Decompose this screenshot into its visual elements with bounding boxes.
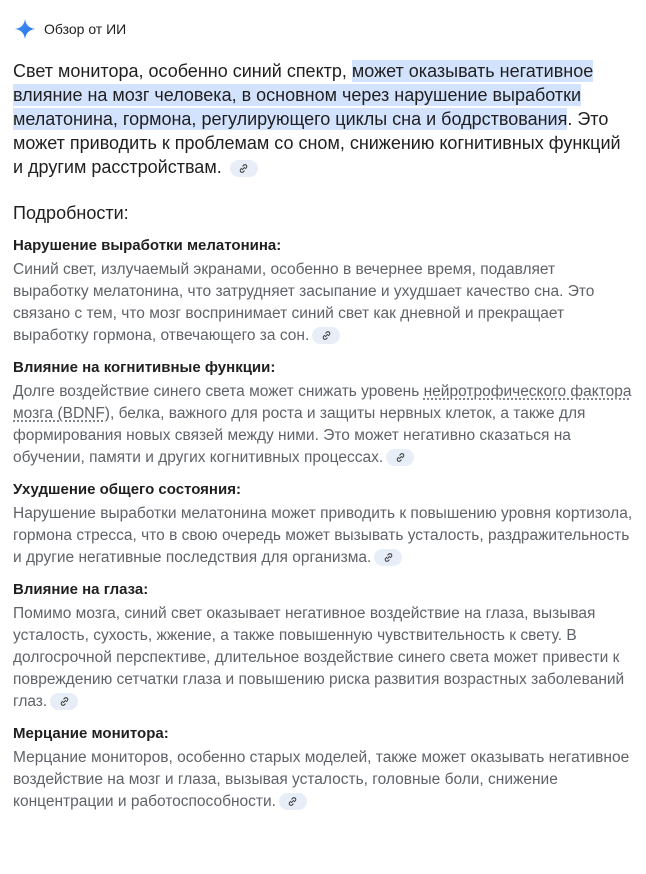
link-icon xyxy=(383,552,394,563)
term-link[interactable]: нейротрофического фактора мозга (BDNF) xyxy=(13,383,632,422)
link-icon xyxy=(287,796,298,807)
intro-highlight[interactable]: может оказывать негативное влияние на мозг человека, в основном через нарушение выработки мелатонина, гормона, регулирующего циклы сна и бодрствования xyxy=(13,61,594,129)
section-eyes xyxy=(13,579,634,713)
source-link-button[interactable] xyxy=(374,549,402,566)
details-heading: Подробности: xyxy=(13,203,129,223)
section-text: , белка, важного для роста и защиты нервных клеток, а также для формирования новых связей между ними. Это может негативно сказаться на обучении, памяти и других когнитивных процессах. xyxy=(13,405,586,466)
sparkle-icon xyxy=(14,18,36,40)
section-title: Мерцание монитора: xyxy=(13,725,169,742)
intro-paragraph xyxy=(13,59,634,179)
source-link-button[interactable] xyxy=(279,793,307,810)
section-cognitive xyxy=(13,357,634,469)
section-text: Синий свет, излучаемый экранами, особенно в вечернее время, подавляет выработку мелатонина, что затрудняет засыпание и ухудшает качество сна. Это связано с тем, что мозг воспринимает синий свет как дневной и прекращает выработку гормона, отвечающего за сон. xyxy=(13,261,595,344)
intro-text: Свет монитора, особенно синий спектр, xyxy=(13,61,352,81)
section-title: Влияние на когнитивные функции: xyxy=(13,359,276,376)
section-title: Нарушение выработки мелатонина: xyxy=(13,237,282,254)
section-body xyxy=(13,503,634,569)
ai-overview-label: Обзор от ИИ xyxy=(44,21,127,37)
section-body xyxy=(13,381,634,469)
source-link-button[interactable] xyxy=(230,160,258,177)
link-icon xyxy=(238,163,249,174)
section-text: Помимо мозга, синий свет оказывает негативное воздействие на глаза, вызывая усталость, сухость, жжение, а также повышенную чувствительность к свету. В долгосрочной перспективе, длительное воздействие синего света может привести к повреждению сетчатки глаза и повышению риска развития возрастных заболеваний глаз. xyxy=(13,605,625,710)
link-icon xyxy=(395,452,406,463)
section-body xyxy=(13,259,634,347)
link-icon xyxy=(59,696,70,707)
section-title: Ухудшение общего состояния: xyxy=(13,481,241,498)
source-link-button[interactable] xyxy=(386,449,414,466)
source-link-button[interactable] xyxy=(50,693,78,710)
section-general-state xyxy=(13,479,634,569)
section-body xyxy=(13,747,634,813)
intro-text-end: . Это может приводить к проблемам со сном, снижению когнитивных функций и другим расстройствам. xyxy=(13,109,621,177)
section-title: Влияние на глаза: xyxy=(13,581,149,598)
section-melatonin xyxy=(13,235,634,347)
section-flicker xyxy=(13,723,634,813)
link-icon xyxy=(321,330,332,341)
ai-overview xyxy=(0,19,646,813)
section-text: Долге воздействие синего света может снижать уровень xyxy=(13,383,424,400)
section-body xyxy=(13,603,634,713)
ai-overview-header xyxy=(13,19,634,39)
section-text: Мерцание мониторов, особенно старых моделей, также может оказывать негативное воздействие на мозг и глаза, вызывая усталость, головные боли, снижение концентрации и работоспособности. xyxy=(13,749,630,810)
section-text: Нарушение выработки мелатонина может приводить к повышению уровня кортизола, гормона стресса, что в свою очередь может вызывать усталость, раздражительность и другие негативные последствия для организма. xyxy=(13,505,633,566)
source-link-button[interactable] xyxy=(312,327,340,344)
